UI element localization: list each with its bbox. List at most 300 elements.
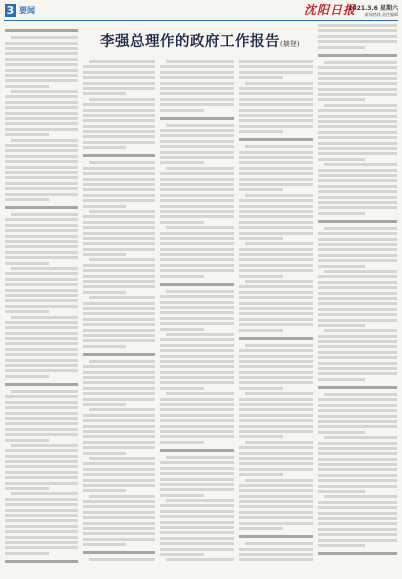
body-text-line [318,522,397,525]
body-text-line [318,544,365,547]
body-text-line [160,87,234,90]
body-text-line [83,403,126,406]
body-text-line [83,538,155,541]
body-text-line [318,46,365,49]
body-text-line [318,324,365,327]
body-text-line [318,351,397,354]
subheading-text [239,138,313,141]
body-text-line [239,548,313,551]
body-text-line [5,422,78,425]
subheading-text [239,535,313,538]
body-text-line [160,145,234,148]
body-text-line [160,430,234,433]
body-text-line [5,530,78,533]
body-text-line [5,79,78,82]
body-text-line [239,125,313,128]
body-text-line [5,310,49,313]
body-text-line [239,318,313,321]
body-text-line [83,345,126,348]
body-text-line [83,65,155,68]
body-text-line [5,289,78,292]
body-text-line [239,355,313,358]
body-text-line [160,510,234,513]
body-text-line [83,232,155,235]
body-text-line [89,258,155,261]
body-text-line [5,332,78,335]
body-text-line [83,130,155,133]
body-text-line [83,479,155,482]
body-text-line [160,387,204,390]
body-text-line [239,119,313,122]
body-text-line [83,205,126,208]
body-text-line [160,194,234,197]
body-text-line [160,134,234,137]
body-text-line [239,151,313,154]
body-text-line [83,87,155,90]
body-text-line [160,467,234,470]
body-text-line [318,66,397,69]
body-text-line [5,417,78,420]
body-text-line [318,340,397,343]
body-text-line [11,139,78,142]
body-text-line [245,82,313,85]
body-text-line [5,348,78,351]
body-text-line [318,275,397,278]
body-text-line [83,527,155,530]
body-text-line [160,65,234,68]
body-text-line [160,553,204,556]
body-text-line [318,479,397,482]
body-text-line [318,265,365,268]
body-text-line [318,254,397,257]
body-text-line [318,212,365,215]
body-text-line [83,125,155,128]
body-text-line [239,296,313,299]
body-text-line [160,435,234,438]
body-text-line [160,328,204,331]
body-text-line [245,242,313,245]
body-text-line [239,221,313,224]
body-text-line [5,412,78,415]
body-text-line [5,509,78,512]
body-text-line [83,237,155,240]
body-text-line [239,329,283,332]
body-text-line [83,441,155,444]
body-text-line [83,109,155,112]
subheading-text [83,551,155,554]
body-text-line [83,543,126,546]
body-text-line [318,40,397,43]
body-text-line [83,178,155,181]
body-text-line [318,415,397,418]
body-text-line [83,199,155,202]
body-text-line [318,120,397,123]
body-text-line [83,323,155,326]
body-text-line [11,444,78,447]
body-text-line [160,232,234,235]
body-text-line [83,76,155,79]
body-text-line [83,119,155,122]
body-text-line [83,381,155,384]
body-text-line [239,178,313,181]
body-text-line [318,286,397,289]
body-text-line [83,253,126,256]
body-text-line [83,269,155,272]
body-text-line [160,82,234,85]
body-text-line [318,152,397,155]
body-text-line [160,371,234,374]
body-text-line [11,267,78,270]
body-text-line [5,155,78,158]
body-text-line [239,248,313,251]
body-text-line [89,161,155,164]
body-text-line [239,408,313,411]
body-text-line [318,169,397,172]
body-text-line [5,272,78,275]
text-column-1 [5,24,78,576]
body-text-line [160,360,234,363]
body-text-line [318,190,397,193]
body-text-line [239,381,313,384]
body-text-line [318,196,397,199]
body-text-line [239,553,313,556]
body-text-line [160,338,234,341]
body-text-line [239,114,313,117]
body-text-line [83,462,155,465]
body-text-line [5,546,78,549]
body-text-line [239,371,313,374]
body-text-line [5,299,78,302]
body-text-line [5,428,78,431]
body-text-line [160,92,234,95]
body-text-line [5,95,78,98]
body-text-line [160,178,234,181]
body-text-line [318,179,397,182]
body-text-line [239,237,283,240]
body-text-line [89,360,155,363]
body-text-line [318,281,397,284]
body-text-line [160,269,234,272]
body-text-line [239,205,313,208]
issue-date: 2021.3.6 星期六 [348,5,398,12]
body-text-line [318,528,397,531]
body-text-line [318,372,397,375]
body-text-line [239,215,313,218]
body-text-line [160,183,234,186]
body-text-line [318,506,397,509]
body-text-line [83,452,126,455]
body-text-line [5,465,78,468]
body-text-line [5,503,78,506]
body-text-line [5,149,78,152]
body-text-line [5,449,78,452]
body-text-line [5,133,49,136]
body-text-line [239,473,283,476]
body-text-line [239,462,313,465]
body-text-line [324,436,397,439]
body-text-line [83,264,155,267]
body-text-line [160,537,234,540]
subheading-text [160,117,234,120]
body-text-line [83,392,155,395]
body-text-line [239,323,313,326]
body-text-line [5,101,78,104]
body-text-line [5,342,78,345]
subheading-text [239,337,313,340]
body-text-line [5,58,78,61]
body-text-line [5,433,78,436]
body-text-line [239,489,313,492]
body-text-line [239,167,313,170]
body-text-line [83,82,155,85]
body-text-line [239,269,313,272]
body-text-line [83,516,155,519]
body-text-line [5,224,78,227]
body-text-line [5,74,78,77]
body-text-line [318,29,397,32]
body-text-line [318,452,397,455]
body-text-line [239,522,313,525]
body-text-line [83,285,155,288]
body-text-line [160,98,234,101]
body-text-line [160,205,234,208]
body-text-line [160,414,234,417]
body-text-line [318,243,397,246]
page-header [0,0,402,22]
body-text-line [239,527,283,530]
body-text-line [239,253,313,256]
body-text-line [5,278,78,281]
body-text-line [160,215,234,218]
body-text-line [318,77,397,80]
body-text-line [239,71,313,74]
body-text-line [89,457,155,460]
body-text-line [318,362,397,365]
body-text-line [318,72,397,75]
body-text-line [318,356,397,359]
text-column-3 [160,60,234,576]
body-text-line [160,188,234,191]
subheading-text [83,353,155,356]
body-text-line [160,161,204,164]
body-text-line [160,210,234,213]
body-text-line [160,365,234,368]
body-text-line [83,221,155,224]
body-text-line [318,248,397,251]
body-text-line [318,431,365,434]
body-text-line [318,206,397,209]
body-text-line [5,187,78,190]
subheading-text [5,383,78,386]
body-text-line [5,406,78,409]
body-text-line [160,275,204,278]
body-text-line [318,442,397,445]
body-text-line [245,280,313,283]
body-text-line [5,460,78,463]
body-text-line [160,71,234,74]
text-column-4 [239,60,313,576]
body-text-line [318,512,397,515]
body-text-line [11,90,78,93]
body-text-line [83,183,155,186]
body-text-line [318,335,397,338]
text-column-5 [318,24,397,576]
body-text-line [5,375,49,378]
body-text-line [160,317,234,320]
body-text-line [239,558,313,561]
body-text-line [318,174,397,177]
body-text-line [239,156,313,159]
body-text-line [5,498,78,501]
body-text-line [239,258,313,261]
body-text-line [239,505,313,508]
body-text-line [83,226,155,229]
body-text-line [5,514,78,517]
body-text-line [160,355,234,358]
body-text-line [239,425,313,428]
body-text-line [5,42,78,45]
body-text-line [160,419,234,422]
body-text-line [318,313,397,316]
body-text-line [160,295,234,298]
body-text-line [83,135,155,138]
body-text-line [83,430,155,433]
subheading-text [5,560,78,563]
body-text-line [318,297,397,300]
body-text-line [239,511,313,514]
body-text-line [318,398,397,401]
body-text-line [83,473,155,476]
body-text-line [239,87,313,90]
body-text-line [160,526,234,529]
body-text-line [83,71,155,74]
subheading-text [318,386,397,389]
body-text-line [5,52,78,55]
body-text-line [89,296,155,299]
subheading-text [83,154,155,157]
body-text-line [83,387,155,390]
body-text-line [5,439,49,442]
body-text-line [166,456,234,459]
section-label: 要闻 [19,6,35,15]
body-text-line [318,201,397,204]
body-text-line [83,167,155,170]
body-text-line [239,130,283,133]
body-text-line [83,248,155,251]
body-text-line [318,142,397,145]
body-text-line [318,232,397,235]
body-text-line [160,488,234,491]
body-text-line [160,103,234,106]
page-number-badge: 3 [6,4,15,17]
body-text-line [5,283,78,286]
body-text-line [83,92,126,95]
body-text-line [83,312,155,315]
body-text-line [318,308,397,311]
body-text-line [5,47,78,50]
subheading-text [5,29,78,32]
body-text-line [166,392,234,395]
body-text-line [318,468,397,471]
body-text-line [239,188,283,191]
body-text-line [239,103,313,106]
body-text-line [160,248,234,251]
body-text-line [160,548,234,551]
body-text-line [160,461,234,464]
body-text-line [5,305,78,308]
body-text-line [160,494,204,497]
body-text-line [324,227,397,230]
body-text-line [318,185,397,188]
body-text-line [318,125,397,128]
body-text-line [239,307,313,310]
body-text-line [5,525,78,528]
body-text-line [83,419,155,422]
body-text-line [239,349,313,352]
body-text-line [239,275,283,278]
body-text-line [318,485,397,488]
body-text-line [83,446,155,449]
body-text-line [239,183,313,186]
body-text-line [5,144,78,147]
body-text-line [239,516,313,519]
body-text-line [239,312,313,315]
body-text-line [83,280,155,283]
body-text-line [5,218,78,221]
body-text-line [318,463,397,466]
body-text-line [318,82,397,85]
body-text-line [5,117,78,120]
body-text-line [5,369,78,372]
body-text-line [160,521,234,524]
subheading-text [318,54,397,57]
body-text-line [160,483,234,486]
body-text-line [5,519,78,522]
body-text-line [239,302,313,305]
body-text-line [239,446,313,449]
body-text-line [5,476,78,479]
body-text-line [239,365,313,368]
body-text-line [5,85,49,88]
body-text-line [5,256,78,259]
body-text-line [89,60,155,63]
body-text-line [5,321,78,324]
body-text-line [160,408,234,411]
body-text-line [318,458,397,461]
body-text-line [83,329,155,332]
body-text-line [239,468,313,471]
body-text-line [239,232,313,235]
body-text-line [5,235,78,238]
body-text-line [160,109,204,112]
body-text-line [83,376,155,379]
body-text-line [239,199,313,202]
body-text-line [324,104,397,107]
body-text-line [5,63,78,66]
body-text-line [83,103,155,106]
body-text-line [83,500,155,503]
body-text-line [239,414,313,417]
body-text-line [318,404,397,407]
body-text-line [239,226,313,229]
body-text-line [83,318,155,321]
body-text-line [239,285,313,288]
body-text-line [89,558,155,561]
body-text-line [160,542,234,545]
body-text-line [324,393,397,396]
body-text-line [160,76,234,79]
body-text-line [5,294,78,297]
